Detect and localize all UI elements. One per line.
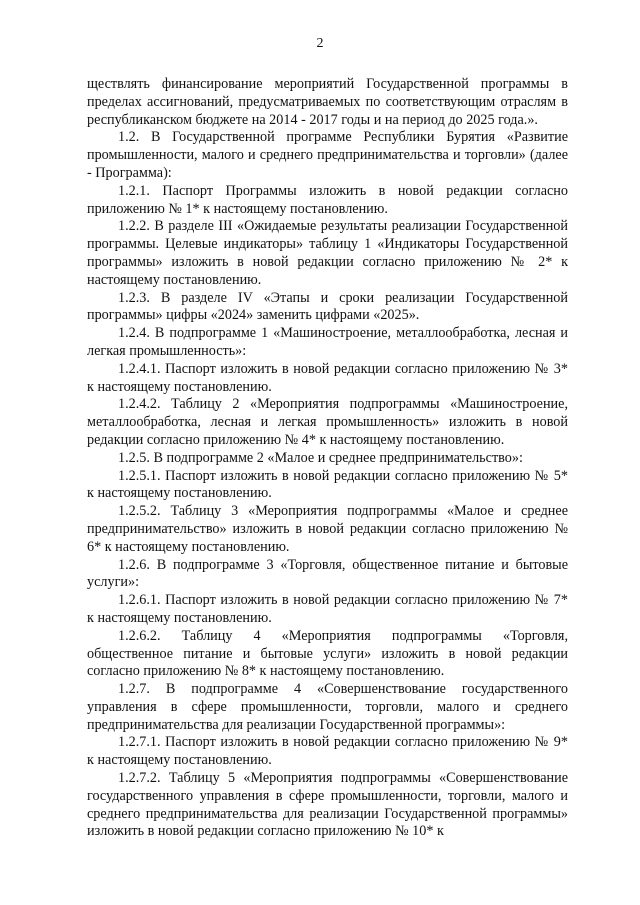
body-paragraph: 1.2.2. В разделе III «Ожидаемые результаты реализации Государственной программы. Целевые индикаторы» таблицу 1 «Индикаторы Государственной программы» изложить в новой редакции согласно приложению № 2* к настоящему постановлению. (87, 218, 568, 288)
body-paragraph: 1.2.5.2. Таблицу 3 «Мероприятия подпрограммы «Малое и среднее предпринимательство» изложить в новой редакции согласно приложению № 6* к настоящему постановлению. (87, 503, 568, 555)
body-paragraph: 1.2.6.1. Паспорт изложить в новой редакции согласно приложению № 7* к настоящему постановлению. (87, 592, 568, 626)
body-paragraph: 1.2. В Государственной программе Республики Бурятия «Развитие промышленности, малого и среднего предпринимательства и торговли» (далее - Программа): (87, 129, 568, 181)
page-number: 2 (316, 36, 324, 51)
document-body (87, 76, 568, 841)
body-paragraph: 1.2.7.2. Таблицу 5 «Мероприятия подпрограммы «Совершенствование государственного управления в сфере промышленности, торговли, малого и среднего предпринимательства для реализации Государственной программы» изложить в новой редакции согласно приложению № 10* к (87, 770, 568, 840)
body-paragraph: 1.2.4.1. Паспорт изложить в новой редакции согласно приложению № 3* к настоящему постановлению. (87, 360, 568, 395)
body-paragraph: 1.2.7.1. Паспорт изложить в новой редакции согласно приложению № 9* к настоящему постановлению. (87, 734, 568, 769)
body-paragraph: 1.2.6. В подпрограмме 3 «Торговля, общественное питание и бытовые услуги»: (87, 556, 568, 591)
body-paragraph: 1.2.5. В подпрограмме 2 «Малое и среднее предпринимательство»: (118, 449, 523, 466)
body-paragraph: ществлять финансирование мероприятий Государственной программы в пределах ассигнований, предусматриваемых по соответствующим отраслям в республиканском бюджете на 2014 - 2017 годы и на период до 2025 года.». (87, 76, 568, 128)
body-paragraph: 1.2.3. В разделе IV «Этапы и сроки реализации Государственной программы» цифры «2024» заменить цифрами «2025». (87, 289, 568, 324)
body-paragraph: 1.2.4. В подпрограмме 1 «Машиностроение, металлообработка, лесная и легкая промышленность»: (87, 325, 568, 359)
body-paragraph: 1.2.1. Паспорт Программы изложить в новой редакции согласно приложению № 1* к настоящему постановлению. (87, 182, 568, 217)
body-paragraph: 1.2.7. В подпрограмме 4 «Совершенствование государственного управления в сфере промышленности, торговли, малого и среднего предпринимательства для реализации Государственной программы»: (87, 681, 568, 733)
body-paragraph: 1.2.5.1. Паспорт изложить в новой редакции согласно приложению № 5* к настоящему постановлению. (87, 467, 568, 502)
body-paragraph: 1.2.6.2. Таблицу 4 «Мероприятия подпрограммы «Торговля, общественное питание и бытовые услуги» изложить в новой редакции согласно приложению № 8* к настоящему постановлению. (87, 627, 568, 680)
body-paragraph: 1.2.4.2. Таблицу 2 «Мероприятия подпрограммы «Машиностроение, металлообработка, лесная и легкая промышленность» изложить в новой редакции согласно приложению № 4* к настоящему постановлению. (87, 396, 568, 448)
